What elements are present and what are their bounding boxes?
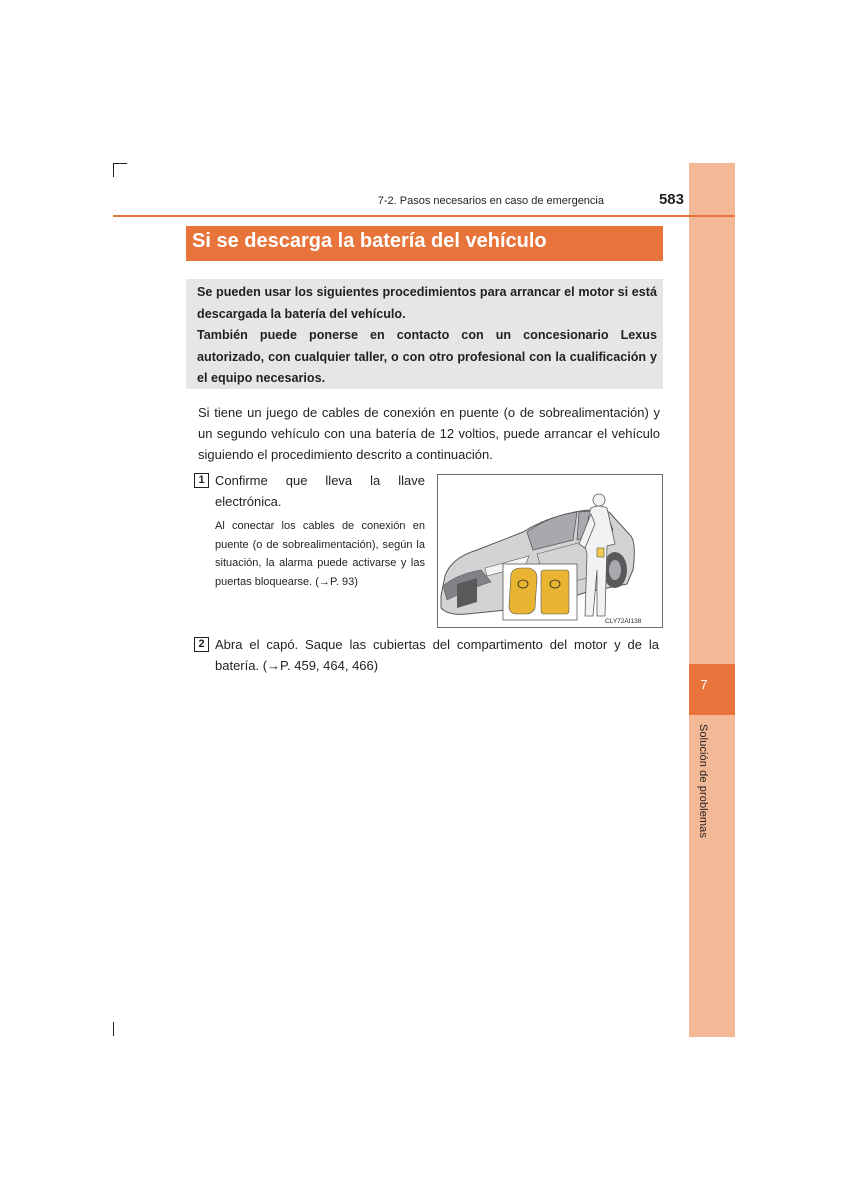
crop-mark-top-vertical: [113, 163, 114, 177]
intro-paragraph-2: También puede ponerse en contacto con un concesionario Lexus autorizado, con cualquier taller, o con otro profesional con la cualificación y el equipo necesarios.: [197, 328, 657, 385]
illustration-code: CLY72AI138: [605, 618, 642, 625]
step-1-note: Al conectar los cables de conexión en puente (o de sobrealimentación), según la situación, la alarma puede activarse y las puertas bloquearse. (→P. 93): [215, 520, 425, 589]
crop-mark-top-horizontal: [113, 163, 127, 164]
chapter-title: Solución de problemas: [697, 724, 709, 839]
electronic-key-icon: [503, 564, 577, 620]
chapter-number: 7: [700, 677, 708, 692]
step-number-badge: 1: [194, 473, 209, 488]
illustration: [437, 474, 663, 628]
page-title: Si se descarga la batería del vehículo: [192, 230, 547, 252]
intro-paragraph-1: Se pueden usar los siguientes procedimientos para arrancar el motor si está descargada la batería del vehículo.: [197, 285, 657, 321]
intro-box: [186, 279, 663, 389]
car-key-illustration: [437, 474, 663, 628]
section-heading: 7-2. Pasos necesarios en caso de emergencia: [377, 195, 604, 207]
chapter-tab: [689, 163, 735, 1037]
header-rule: [113, 215, 735, 217]
title-bar: [186, 226, 663, 261]
body-paragraph: Si tiene un juego de cables de conexión en puente (o de sobrealimentación) y un segundo vehículo con una batería de 12 voltios, puede arrancar el vehículo siguiendo el procedimiento descrito a continuación.: [198, 405, 660, 462]
page-number: 583: [658, 191, 684, 208]
step-2-text: Abra el capó. Saque las cubiertas del compartimento del motor y de la batería. (→P. 459, 464, 466): [215, 637, 659, 673]
crop-mark-bottom-vertical: [113, 1022, 114, 1036]
step-1-text: Confirme que lleva la llave electrónica.: [215, 473, 425, 509]
step-number-badge: 2: [194, 637, 209, 652]
intro-text: [197, 282, 657, 390]
